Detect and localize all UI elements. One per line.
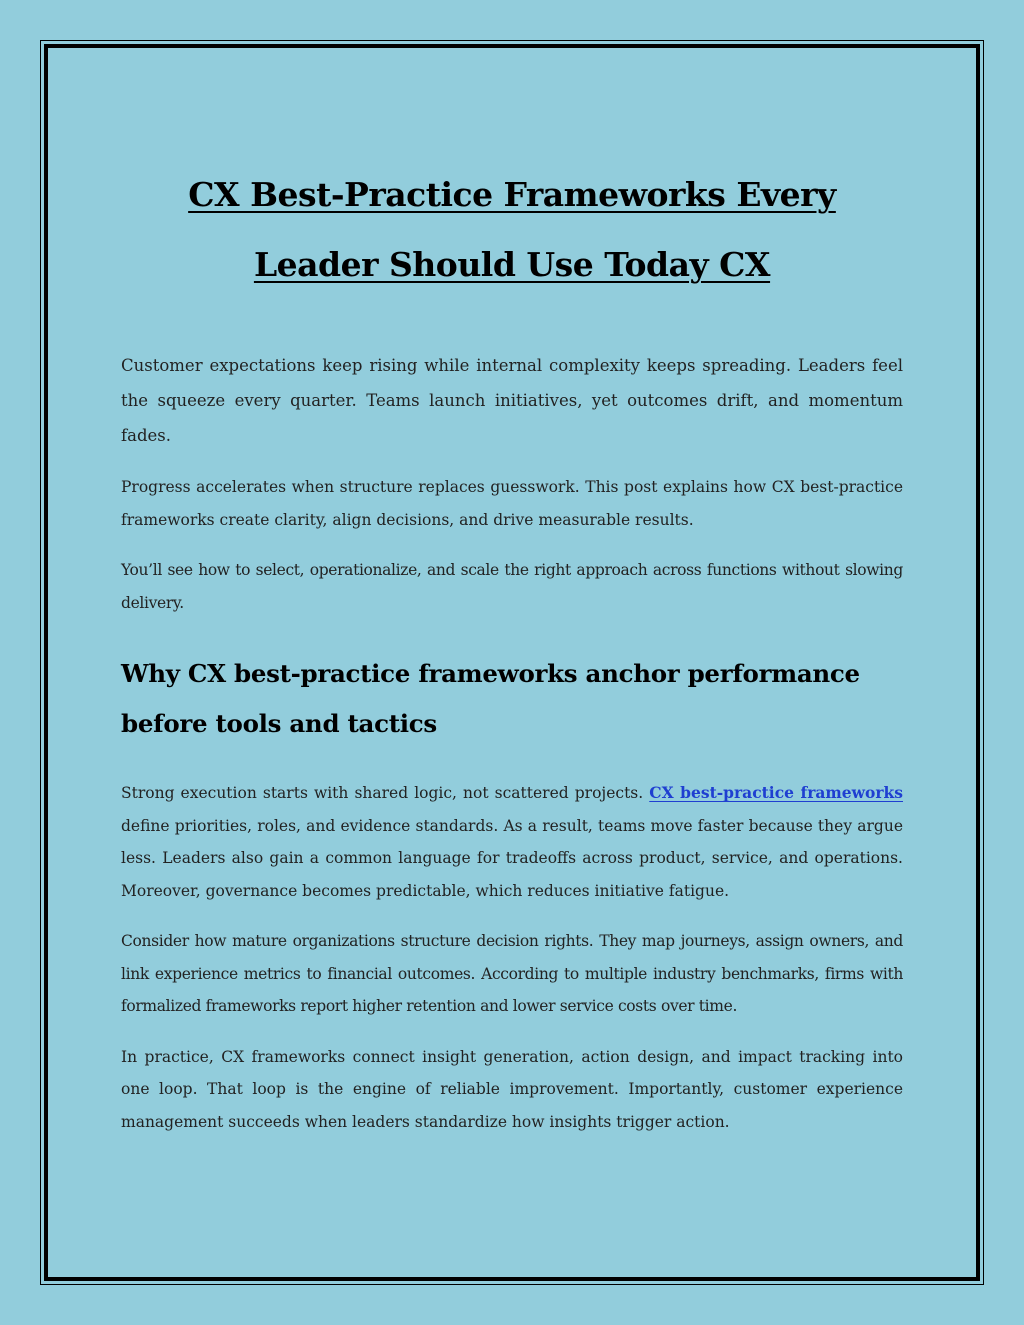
document-body <box>121 160 903 1138</box>
title-line-2: Leader Should Use Today CX <box>253 245 771 284</box>
section-paragraph-3: In practice, CX frameworks connect insight generation, action design, and impact tracking into one loop. That loop is the engine of reliable improvement. Importantly, customer experience management succeeds when leaders standardize how insights trigger action. <box>121 1047 903 1131</box>
intro-paragraph-3: You’ll see how to select, operationalize, and scale the right approach across functions without slowing delivery. <box>121 561 903 612</box>
title-line-1: CX Best-Practice Frameworks Every <box>188 175 836 214</box>
section-paragraph-1-text-b: define priorities, roles, and evidence standards. As a result, teams move faster because they argue less. Leaders also gain a common language for tradeoffs across product, service, and operations. Moreover, governance becomes predictable, which reduces initiative fatigue. <box>121 816 903 900</box>
intro-paragraph-1: Customer expectations keep rising while internal complexity keeps spreading. Leaders feel the squeeze every quarter. Teams launch initiatives, yet outcomes drift, and momentum fades. <box>121 356 903 445</box>
document-title <box>121 160 903 300</box>
cx-frameworks-link[interactable]: CX best-practice frameworks <box>649 783 903 802</box>
section-paragraph-2: Consider how mature organizations structure decision rights. They map journeys, assign owners, and link experience metrics to financial outcomes. According to multiple industry benchmarks, firms with formalized frameworks report higher retention and lower service costs over time. <box>121 932 903 1015</box>
section-heading: Why CX best-practice frameworks anchor performance before tools and tactics <box>121 659 860 738</box>
intro-paragraph-2: Progress accelerates when structure replaces guesswork. This post explains how CX best-practice frameworks create clarity, align decisions, and drive measurable results. <box>121 478 903 529</box>
section-paragraph-1-text-a: Strong execution starts with shared logic, not scattered projects. <box>121 784 650 802</box>
section-paragraph-1 <box>121 777 903 907</box>
